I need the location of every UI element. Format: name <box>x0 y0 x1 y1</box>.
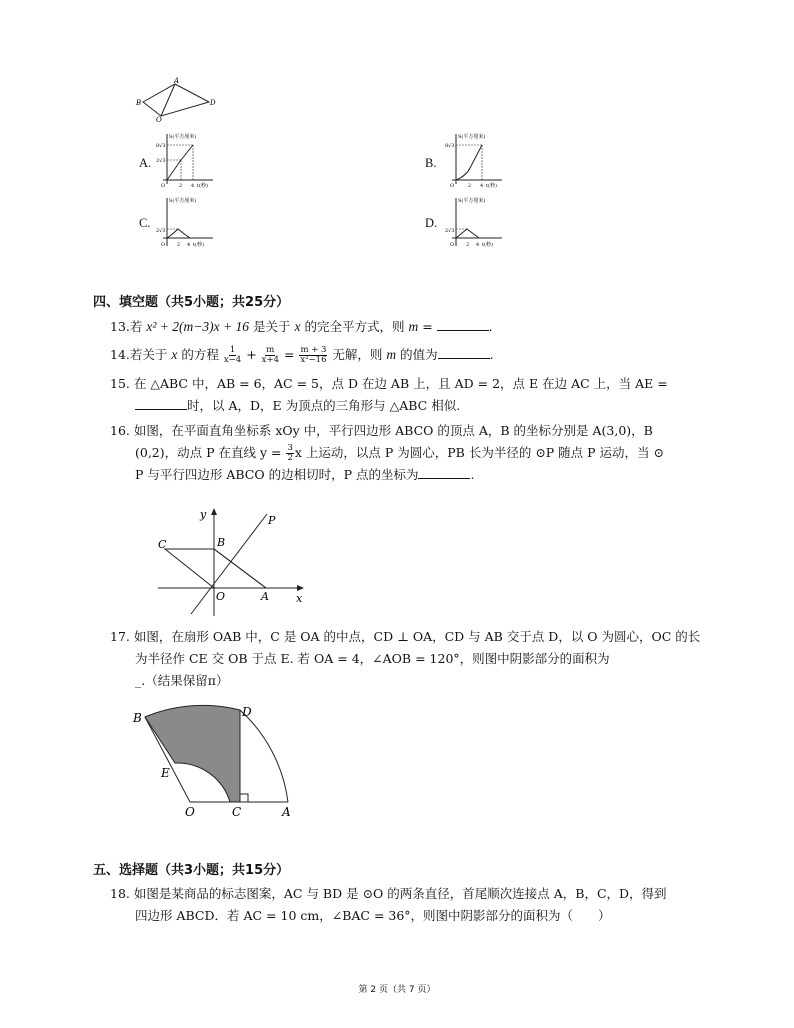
answer-blank-16[interactable] <box>418 466 470 479</box>
question-17: 17. 如图，在扇形 OAB 中，C 是 OA 的中点，CD ⊥ OA，CD 与 AB 交于点 D，以 O 为圆心，OC 的长 为半径作 CE 交 OB 于点 E. 若 OA = 4，∠AOB = 120°，则图中阴影部分的面积为 _.（结果保留π） <box>110 629 701 688</box>
option-d-ylabel: S(平方厘米) <box>458 198 486 204</box>
svg-text:2: 2 <box>177 242 181 248</box>
option-a-graph <box>155 132 215 188</box>
svg-text:2√3: 2√3 <box>156 228 166 234</box>
svg-text:A: A <box>282 805 291 819</box>
section4-title: 四、填空题（共5小题；共25分） <box>93 295 290 310</box>
question-14: 14.若关于 x 的方程 $\frac{1}{x-4}$ + $\frac{m}{x+4}$ = $\frac{m + 3}{\text{x²−16}}$ 无解，则 m 的值为 . <box>110 345 494 365</box>
option-b-ylabel: S(平方厘米) <box>458 134 486 140</box>
option-b-graph <box>444 132 504 188</box>
option-a-ylabel: S(平方厘米) <box>169 134 197 140</box>
svg-text:2: 2 <box>466 242 470 248</box>
svg-text:t(秒): t(秒) <box>197 183 208 188</box>
svg-text:t(秒): t(秒) <box>486 183 497 188</box>
svg-text:O: O <box>161 183 166 188</box>
option-a-letter[interactable]: A. <box>139 156 152 170</box>
svg-text:A: A <box>261 590 269 603</box>
option-c-ylabel: S(平方厘米) <box>169 198 197 204</box>
question-16: 16. 如图，在平面直角坐标系 xOy 中，平行四边形 ABCO 的顶点 A，B 的坐标分别是 A(3,0)，B (0,2)，动点 P 在直线 y = $\frac{3}{2}$ x 上运动，以点 P 为圆心，PB 长为半径的 ⊙P 随点 P 运动，当 ⊙ P 与平行四边形 ABCO 的边相切时，P 点的坐标为 . <box>110 423 664 482</box>
svg-text:2: 2 <box>468 183 472 188</box>
svg-text:O: O <box>450 242 455 248</box>
section5-title: 五、选择题（共3小题；共15分） <box>93 863 290 878</box>
svg-text:4: 4 <box>480 183 484 188</box>
svg-text:y: y <box>200 508 207 521</box>
label-A: A <box>174 77 180 85</box>
question-18: 18. 如图是某商品的标志图案，AC 与 BD 是 ⊙O 的两条直径，首尾顺次连接点 A，B，C，D，得到 四边形 ABCD．若 AC = 10 cm，∠BAC = 36°，则图中阴影部分的面积为（ ） <box>110 886 667 923</box>
rhombus-figure <box>135 76 220 124</box>
question-13: 13.若 x² + 2(m−3)x + 16 是关于 x 的完全平方式，则 m = . <box>110 319 493 334</box>
answer-blank-15[interactable] <box>135 397 187 410</box>
page-footer: 第 2 页（共 7 页） <box>358 985 436 995</box>
svg-text:4: 4 <box>476 242 480 248</box>
svg-text:4: 4 <box>187 242 191 248</box>
svg-text:4: 4 <box>191 183 195 188</box>
label-O: O <box>156 116 162 124</box>
svg-text:O: O <box>161 242 166 248</box>
svg-text:C: C <box>158 538 167 551</box>
label-D: D <box>210 99 216 107</box>
svg-text:2√3: 2√3 <box>445 228 455 234</box>
svg-text:P: P <box>268 514 276 527</box>
q17-sector-figure <box>130 702 305 822</box>
svg-text:x: x <box>296 592 303 605</box>
svg-text:2√3: 2√3 <box>156 158 166 164</box>
svg-text:D: D <box>242 705 252 719</box>
svg-text:O: O <box>450 183 455 188</box>
svg-text:O: O <box>216 590 226 603</box>
svg-text:2: 2 <box>179 183 183 188</box>
svg-text:C: C <box>232 805 242 819</box>
answer-blank-13[interactable] <box>437 318 489 331</box>
svg-text:8√3: 8√3 <box>445 143 455 149</box>
svg-text:B: B <box>217 536 226 549</box>
svg-text:E: E <box>161 766 170 780</box>
option-c-graph <box>155 196 215 250</box>
option-c-letter[interactable]: C. <box>139 216 151 230</box>
svg-text:t(秒): t(秒) <box>482 242 493 248</box>
svg-text:t(秒): t(秒) <box>193 242 204 248</box>
option-d-letter[interactable]: D. <box>425 216 438 230</box>
svg-text:8√3: 8√3 <box>156 143 166 149</box>
svg-text:B: B <box>133 711 142 725</box>
svg-text:O: O <box>185 805 195 819</box>
option-b-letter[interactable]: B. <box>425 156 437 170</box>
answer-blank-14[interactable] <box>438 346 490 359</box>
label-B: B <box>136 99 142 107</box>
option-d-graph <box>444 196 504 250</box>
question-15: 15. 在 △ABC 中，AB = 6，AC = 5，点 D 在边 AB 上，且 AD = 2，点 E 在边 AC 上，当 AE = 时，以 A，D，E 为顶点的三角形与 △ABC 相似. <box>110 376 668 413</box>
q16-coordinate-figure <box>150 506 310 616</box>
